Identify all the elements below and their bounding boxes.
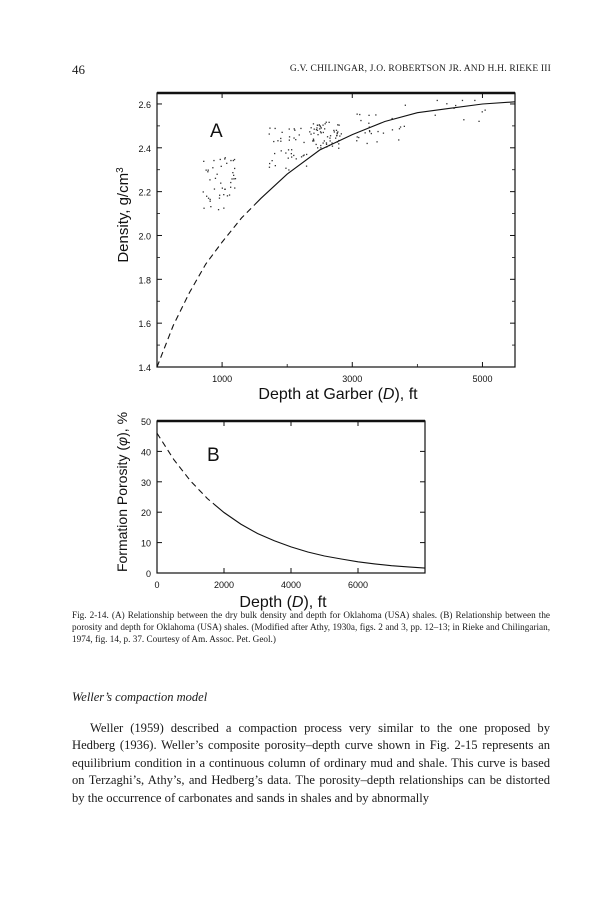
data-point [203,208,204,209]
data-point [320,147,321,148]
data-point [337,124,338,125]
data-point [309,131,310,132]
data-point [329,122,330,123]
y-tick-label: 2.4 [138,143,151,154]
y-tick-label: 40 [140,447,151,458]
data-point [313,133,314,134]
data-point [300,128,301,129]
data-point [273,141,274,142]
data-point [223,208,224,209]
data-point [230,182,231,183]
x-tick-label: 5000 [472,374,493,384]
data-point [215,178,216,179]
x-axis-label-b: Depth (D), ft [239,594,327,611]
y-tick-label: 50 [140,417,151,427]
data-point [400,126,401,127]
data-point [203,161,204,162]
data-point [357,114,358,115]
data-point [269,163,270,164]
x-axis-label-a: Depth at Garber (D), ft [258,386,418,403]
data-point [327,136,328,137]
data-point [231,178,232,179]
section-heading: Weller’s compaction model [72,690,208,704]
data-point [208,198,209,199]
data-point [285,152,286,153]
y-tick-label: 10 [140,538,151,549]
data-point [333,130,334,131]
data-point [282,132,283,133]
data-point [306,166,307,167]
data-point [280,138,281,139]
data-point [317,130,318,131]
data-point [455,105,456,106]
plot-frame [157,421,425,573]
data-point [320,145,321,146]
data-point [375,114,376,115]
x-tick-label: 4000 [280,580,302,590]
data-point [206,170,207,171]
data-point [285,168,286,169]
data-point [306,154,307,155]
data-point [289,128,290,129]
data-point [478,121,479,122]
data-point [317,147,318,148]
data-point [206,196,207,197]
y-tick-label: 1.8 [138,275,151,286]
data-point [337,133,338,134]
x-tick-label: 3000 [342,374,363,384]
data-point [437,100,438,101]
data-point [474,100,475,101]
data-point [281,150,282,151]
data-point [291,153,292,154]
data-point [482,111,483,112]
y-tick-label: 30 [140,477,151,488]
data-point [320,126,321,127]
trend-curve-solid [255,102,515,205]
data-point [288,158,289,159]
data-point [295,139,296,140]
data-point [339,125,340,126]
trend-curve-dashed [157,205,255,367]
data-point [230,160,231,161]
data-point [334,131,335,132]
data-point [227,195,228,196]
data-point [316,144,317,145]
data-point [336,130,337,131]
data-point [368,115,369,116]
data-point [269,167,270,168]
data-point [341,133,342,134]
data-point [365,132,366,133]
data-point [330,135,331,136]
data-point [293,155,294,156]
figure-caption: Fig. 2-14. (A) Relationship between the dry bulk density and depth for Oklahoma (USA) shales. (B) Relationship between the porosity and depth for Oklahoma (USA) shales. (Modified after Athy, 1930a, figs. 2 and 3, pp. 12–13; in Rieke and Chilingarian, 1974, fig. 14, p. 37. Courtesy of Am. Assoc. Pet. Geol.) [72,610,550,645]
data-point [217,174,218,175]
data-point [234,168,235,169]
data-point [269,133,270,134]
data-point [293,137,294,138]
density-depth-chart [0,0,615,410]
data-point [311,127,312,128]
data-point [321,127,322,128]
data-point [220,159,221,160]
data-point [269,128,270,129]
data-point [218,209,219,210]
data-point [234,187,235,188]
data-point [272,160,273,161]
data-point [338,148,339,149]
y-tick-label: 0 [145,569,151,579]
data-point [446,103,447,104]
data-point [360,120,361,121]
panel-label-a: A [210,121,223,142]
data-point [296,158,297,159]
data-point [335,138,336,139]
data-point [317,134,318,135]
data-point [310,134,311,135]
y-tick-label: 1.6 [138,319,151,330]
data-point [210,199,211,200]
data-point [289,136,290,137]
y-tick-label: 2.2 [138,187,151,198]
data-point [207,171,208,172]
data-point [399,128,400,129]
data-point [313,123,314,124]
data-point [392,129,393,130]
body-paragraph: Weller (1959) described a compaction process very similar to the one proposed by Hedberg (1936). Weller’s composite porosity–depth curve shown in Fig. 2-15 represents an equilibrium condition in a continuous column of ordinary mud and shale. This curve is based on Terzaghi’s, Athy’s, and Hedberg’s data. The porosity–depth relationships can be distorted by the occurrence of carbonates and sands in shales and by abnormally [72,721,550,805]
data-point [291,156,292,157]
data-point [213,160,214,161]
data-point [299,134,300,135]
page-number: 46 [72,62,85,77]
data-point [369,131,370,132]
data-point [398,139,399,140]
data-point [294,130,295,131]
data-point [221,166,222,167]
data-point [320,131,321,132]
trend-curve-solid [214,504,425,568]
data-point [316,127,317,128]
y-tick-label: 1.4 [138,363,151,373]
data-point [359,114,360,115]
panel-label-b: B [207,445,220,466]
x-tick-label: 1000 [212,374,233,384]
data-point [371,133,372,134]
x-tick-label: 6000 [347,580,369,590]
data-point [304,154,305,155]
data-point [368,123,369,124]
data-point [356,140,357,141]
data-point [230,187,231,188]
data-point [280,141,281,142]
data-point [332,146,333,147]
data-point [319,128,320,129]
data-point [235,178,236,179]
data-point [225,157,226,158]
trend-curve-dashed [157,433,214,504]
data-point [219,195,220,196]
data-point [210,201,211,202]
y-tick-label: 2.0 [138,231,151,242]
data-point [274,153,275,154]
data-point [233,160,234,161]
data-point [291,149,292,150]
data-point [324,128,325,129]
data-point [383,133,384,134]
data-point [367,143,368,144]
data-point [210,206,211,207]
data-point [234,159,235,160]
data-point [277,140,278,141]
y-axis-label-b: Formation Porosity (φ), % [114,412,130,573]
data-point [212,167,213,168]
data-point [339,135,340,136]
x-tick-label: 0 [154,580,160,590]
data-point [314,129,315,130]
data-point [275,128,276,129]
data-point [326,142,327,143]
data-point [208,170,209,171]
y-tick-label: 20 [140,508,151,519]
data-point [294,128,295,129]
data-point [463,119,464,120]
data-point [317,125,318,126]
data-point [232,172,233,173]
data-point [325,123,326,124]
data-point [462,100,463,101]
data-point [226,163,227,164]
y-axis-label-a: Density, $g/cm^3$ [114,167,132,263]
porosity-depth-chart [0,412,615,612]
data-point [275,165,276,166]
data-point [377,131,378,132]
data-point [203,191,204,192]
data-point [404,126,405,127]
x-tick-label: 2000 [213,580,235,590]
data-point [303,142,304,143]
data-point [357,136,358,137]
data-point [289,140,290,141]
data-point [405,105,406,106]
data-point [214,188,215,189]
data-point [312,140,313,141]
data-point [233,175,234,176]
data-point [224,189,225,190]
y-tick-label: 2.6 [138,99,151,110]
data-point [485,110,486,111]
data-point [219,198,220,199]
data-point [220,183,221,184]
data-point [324,140,325,141]
data-point [233,178,234,179]
data-point [329,138,330,139]
data-point [376,141,377,142]
data-point [209,179,210,180]
data-point [326,144,327,145]
data-point [313,139,314,140]
data-point [323,142,324,143]
running-head: G.V. CHILINGAR, J.O. ROBERTSON JR. AND H.H. RIEKE III [289,64,551,74]
data-point [435,115,436,116]
data-point [358,137,359,138]
data-point [223,194,224,195]
data-point [229,194,230,195]
data-point [326,122,327,123]
data-point [301,156,302,157]
data-point [330,140,331,141]
data-point [222,188,223,189]
data-point [323,132,324,133]
data-point [322,125,323,126]
data-point [288,149,289,150]
data-point [338,143,339,144]
data-point [336,135,337,136]
data-point [288,169,289,170]
data-point [224,158,225,159]
